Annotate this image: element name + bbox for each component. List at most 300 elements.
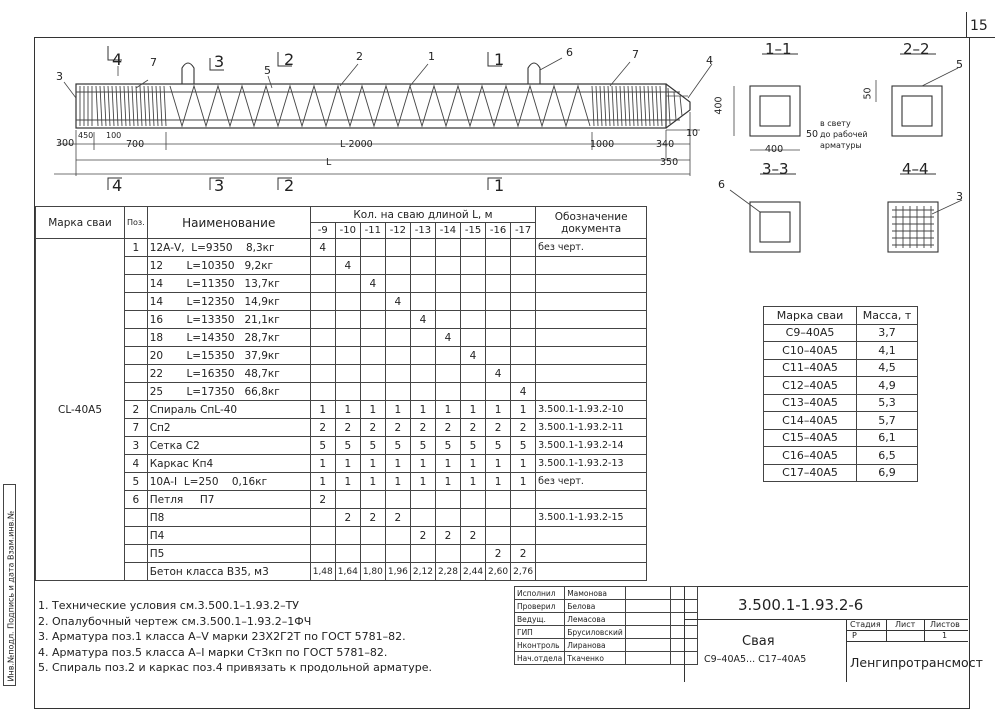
row-qty: 1 [511, 401, 536, 419]
row-qty: 4 [511, 383, 536, 401]
mass-value: 3,7 [857, 324, 918, 342]
mass-row [764, 377, 918, 395]
row-name: 12 L=10350 9,2кг [147, 257, 310, 275]
row-qty [486, 491, 511, 509]
dim-100: 100 [106, 131, 122, 140]
row-qty [360, 527, 385, 545]
row-qty: 1 [435, 455, 460, 473]
row-qty [310, 257, 335, 275]
row-pos [125, 347, 148, 365]
signature-person: Белова [565, 600, 626, 613]
section-cut-lines [108, 46, 505, 190]
row-qty: 2 [511, 545, 536, 563]
note-4: 4. Арматура поз.5 класса А–I марки Ст3кп по ГОСТ 5781–82. [38, 645, 388, 659]
row-doc [536, 545, 647, 563]
section-2-2-callout: 5 [956, 58, 963, 71]
row-pos: 6 [125, 491, 148, 509]
section-1-1-note-2: до рабочей [820, 130, 868, 139]
signature-row [515, 652, 698, 665]
row-qty [385, 329, 410, 347]
sheet-label: Лист [895, 620, 916, 629]
header-length-col: -16 [486, 223, 511, 239]
row-qty [486, 293, 511, 311]
row-qty: 1 [461, 455, 486, 473]
row-qty [461, 257, 486, 275]
row-qty [360, 383, 385, 401]
row-qty: 1,48 [310, 563, 335, 581]
spec-row [36, 455, 647, 473]
row-pos [125, 545, 148, 563]
row-qty: 4 [486, 365, 511, 383]
mass-row [764, 342, 918, 360]
section-4-4-mesh [892, 206, 934, 248]
row-pos [125, 293, 148, 311]
row-qty: 1 [335, 473, 360, 491]
header-doc: Обозначение документа [536, 207, 647, 239]
row-qty: 1,80 [360, 563, 385, 581]
spec-row [36, 365, 647, 383]
document-code: 3.500.1-1.93.2-6 [738, 596, 864, 614]
row-qty: 5 [385, 437, 410, 455]
row-qty [486, 257, 511, 275]
row-qty: 5 [410, 437, 435, 455]
section-mark-4-top: 4 [112, 50, 123, 69]
section-2-2-rebar [902, 96, 932, 126]
row-qty: 1 [360, 473, 385, 491]
row-qty [360, 239, 385, 257]
row-qty [461, 329, 486, 347]
callout-5: 5 [264, 64, 271, 77]
row-qty [461, 545, 486, 563]
row-qty [335, 527, 360, 545]
signature-row [515, 600, 698, 613]
mass-mark: С9–40А5 [764, 324, 857, 342]
callout-4: 4 [706, 54, 713, 67]
spec-row [36, 527, 647, 545]
row-qty [310, 383, 335, 401]
mass-row [764, 429, 918, 447]
stage-vline2 [924, 619, 925, 641]
signature-mark [625, 587, 670, 600]
mass-mark: С15–40А5 [764, 429, 857, 447]
header-length-col: -13 [410, 223, 435, 239]
header-length-col: -9 [310, 223, 335, 239]
row-qty [385, 239, 410, 257]
row-qty [385, 383, 410, 401]
row-pos [125, 311, 148, 329]
row-qty [385, 275, 410, 293]
section-mark-2-top: 2 [284, 50, 295, 69]
row-qty [435, 257, 460, 275]
note-3: 3. Арматура поз.1 класса А–V марки 23Х2Г2Т по ГОСТ 5781–82. [38, 630, 406, 643]
row-qty [335, 545, 360, 563]
row-doc [536, 563, 647, 581]
dim-300: 300 [56, 138, 75, 149]
row-qty: 1 [511, 455, 536, 473]
section-mark-1-top: 1 [494, 50, 505, 69]
callout-1: 1 [428, 50, 435, 63]
row-qty [310, 311, 335, 329]
row-qty: 2 [310, 491, 335, 509]
row-qty: 4 [335, 257, 360, 275]
section-mark-4-bottom: 4 [112, 176, 123, 195]
mass-row [764, 412, 918, 430]
row-doc [536, 257, 647, 275]
row-qty [511, 365, 536, 383]
section-1-1-dim-400-h: 400 [765, 144, 784, 155]
row-qty [360, 491, 385, 509]
row-qty [511, 527, 536, 545]
signature-role: Исполнил [515, 587, 565, 600]
row-qty [310, 545, 335, 563]
specification-table [35, 206, 647, 581]
row-qty: 2 [486, 419, 511, 437]
row-qty [410, 347, 435, 365]
signature-role: Нконтроль [515, 639, 565, 652]
row-pos [125, 257, 148, 275]
row-qty: 1 [360, 401, 385, 419]
signature-role: Проверил [515, 600, 565, 613]
row-qty [410, 383, 435, 401]
note-2: 2. Опалубочный чертеж см.3.500.1–1.93.2–1ФЧ [38, 614, 312, 628]
note-5: 5. Спираль поз.2 и каркас поз.4 привязать к продольной арматуре. [38, 661, 433, 674]
spec-row [36, 419, 647, 437]
row-qty [461, 365, 486, 383]
notes [38, 598, 432, 676]
row-qty: 1 [360, 455, 385, 473]
row-qty: 1 [310, 455, 335, 473]
signature-role: ГИП [515, 626, 565, 639]
signature-role: Нач.отдела [515, 652, 565, 665]
row-pos [125, 275, 148, 293]
spec-row [36, 509, 647, 527]
row-qty [385, 311, 410, 329]
row-qty [410, 329, 435, 347]
sheets-label: Листов [930, 620, 960, 629]
dim-L: L [326, 157, 332, 168]
row-doc: 3.500.1-1.93.2-13 [536, 455, 647, 473]
section-2-2-title: 2–2 [903, 40, 930, 58]
row-qty: 2,12 [410, 563, 435, 581]
row-qty: 5 [335, 437, 360, 455]
row-qty [310, 365, 335, 383]
row-qty: 1 [410, 401, 435, 419]
row-name: 16 L=13350 21,1кг [147, 311, 310, 329]
row-qty: 2 [461, 527, 486, 545]
row-pos: 5 [125, 473, 148, 491]
row-qty: 2 [360, 509, 385, 527]
stage-hline1 [846, 630, 968, 631]
header-length-col: -11 [360, 223, 385, 239]
dim-340: 340 [656, 139, 675, 150]
row-qty [385, 491, 410, 509]
row-doc [536, 347, 647, 365]
section-3-3-callout: 6 [718, 178, 725, 191]
header-length-col: -15 [461, 223, 486, 239]
signature-mark [625, 639, 670, 652]
mass-header-mass: Масса, т [857, 307, 918, 325]
section-2-2-dim-50: 50 [862, 87, 874, 100]
row-qty [461, 491, 486, 509]
row-doc: 3.500.1-1.93.2-15 [536, 509, 647, 527]
row-qty: 2 [310, 419, 335, 437]
spec-row [36, 473, 647, 491]
row-pos: 4 [125, 455, 148, 473]
callout-3: 3 [56, 70, 63, 83]
row-qty: 1 [461, 401, 486, 419]
row-qty: 1 [385, 473, 410, 491]
row-qty [435, 509, 460, 527]
row-qty [335, 275, 360, 293]
signature-mark [625, 652, 670, 665]
row-qty: 1 [511, 473, 536, 491]
row-qty [435, 311, 460, 329]
callout-7a: 7 [150, 56, 157, 69]
signature-person: Ткаченко [565, 652, 626, 665]
section-1-1-note-3: арматуры [820, 141, 862, 150]
pile-elevation-drawing [40, 40, 760, 200]
row-qty: 2 [410, 527, 435, 545]
row-name: Бетон класса В35, м3 [147, 563, 310, 581]
row-doc [536, 293, 647, 311]
dim-700: 700 [126, 139, 145, 150]
row-qty [310, 527, 335, 545]
row-qty [511, 329, 536, 347]
row-qty [310, 293, 335, 311]
row-name: Каркас Кп4 [147, 455, 310, 473]
section-1-1-dim-50: 50 [806, 129, 819, 140]
note-1: 1. Технические условия см.3.500.1–1.93.2–ТУ [38, 599, 300, 612]
section-mark-3-bottom: 3 [214, 176, 225, 195]
row-qty [461, 239, 486, 257]
row-pos: 7 [125, 419, 148, 437]
section-4-4-callout: 3 [956, 190, 963, 203]
row-pos [125, 329, 148, 347]
row-qty [511, 311, 536, 329]
section-views [700, 40, 970, 280]
row-doc [536, 365, 647, 383]
row-qty: 4 [410, 311, 435, 329]
row-qty: 4 [461, 347, 486, 365]
row-qty [310, 275, 335, 293]
mass-row [764, 447, 918, 465]
row-qty [435, 275, 460, 293]
row-qty [410, 545, 435, 563]
row-qty: 2 [335, 509, 360, 527]
section-1-1-outline [750, 86, 800, 136]
row-doc: 3.500.1-1.93.2-10 [536, 401, 647, 419]
dim-1000: 1000 [590, 139, 615, 150]
row-qty [310, 509, 335, 527]
row-qty: 2 [435, 419, 460, 437]
stage-hline2 [846, 641, 968, 642]
row-doc [536, 527, 647, 545]
row-qty: 1 [310, 473, 335, 491]
row-name: 14 L=11350 13,7кг [147, 275, 310, 293]
header-name: Наименование [147, 207, 310, 239]
row-qty [335, 239, 360, 257]
mass-value: 5,3 [857, 394, 918, 412]
row-qty [335, 347, 360, 365]
row-qty [360, 311, 385, 329]
row-pos [125, 527, 148, 545]
organization: Ленгипротрансмост [850, 655, 983, 670]
mass-value: 6,9 [857, 464, 918, 482]
row-qty [410, 257, 435, 275]
row-doc: 3.500.1-1.93.2-14 [536, 437, 647, 455]
section-3-3-title: 3–3 [762, 160, 789, 178]
stage-value: Р [852, 631, 857, 640]
spec-body [36, 239, 647, 581]
row-name: Спираль СпL-40 [147, 401, 310, 419]
dim-350: 350 [660, 157, 679, 168]
spec-row [36, 275, 647, 293]
title-block-divider [684, 586, 685, 682]
mass-row [764, 394, 918, 412]
row-qty [360, 347, 385, 365]
spec-row [36, 347, 647, 365]
row-qty [310, 329, 335, 347]
row-qty [435, 545, 460, 563]
spec-row [36, 239, 647, 257]
row-qty [435, 491, 460, 509]
row-qty: 4 [360, 275, 385, 293]
mass-mark: С16–40А5 [764, 447, 857, 465]
row-name: П4 [147, 527, 310, 545]
row-qty [335, 311, 360, 329]
row-qty: 2,28 [435, 563, 460, 581]
longitudinal-rebar [76, 92, 680, 120]
row-qty [410, 491, 435, 509]
row-qty [486, 509, 511, 527]
row-qty: 4 [310, 239, 335, 257]
row-pos [125, 383, 148, 401]
section-title-underlines [760, 54, 936, 174]
mass-value: 4,9 [857, 377, 918, 395]
row-qty [385, 347, 410, 365]
row-qty [360, 365, 385, 383]
dim-10: 10 [686, 128, 699, 139]
row-qty: 1 [486, 401, 511, 419]
row-qty [335, 293, 360, 311]
row-qty [385, 257, 410, 275]
row-qty: 4 [385, 293, 410, 311]
mass-header-mark: Марка сваи [764, 307, 857, 325]
signature-table [514, 586, 698, 665]
row-qty: 1 [310, 401, 335, 419]
row-qty [486, 239, 511, 257]
row-qty [486, 275, 511, 293]
mass-value: 4,1 [857, 342, 918, 360]
signature-mark [625, 600, 670, 613]
side-stamp-text: Инв.№подл. Подпись и дата Взам.инв.№ [6, 510, 16, 682]
row-qty: 1 [435, 401, 460, 419]
row-qty: 2,44 [461, 563, 486, 581]
row-qty [360, 329, 385, 347]
mass-value: 4,5 [857, 359, 918, 377]
signature-mark [625, 613, 670, 626]
signature-person: Мамонова [565, 587, 626, 600]
row-qty: 2,76 [511, 563, 536, 581]
row-pos [125, 509, 148, 527]
row-qty: 2,60 [486, 563, 511, 581]
row-qty: 4 [435, 329, 460, 347]
row-qty: 2 [385, 509, 410, 527]
row-qty [410, 509, 435, 527]
row-name: 22 L=16350 48,7кг [147, 365, 310, 383]
row-qty: 1 [410, 455, 435, 473]
row-qty: 2 [486, 545, 511, 563]
row-doc [536, 311, 647, 329]
header-mark: Марка сваи [36, 207, 125, 239]
row-qty [435, 293, 460, 311]
row-name: П8 [147, 509, 310, 527]
mass-value: 6,5 [857, 447, 918, 465]
row-qty [511, 347, 536, 365]
row-qty [486, 383, 511, 401]
row-name: 12А-V, L=9350 8,3кг [147, 239, 310, 257]
spec-row [36, 563, 647, 581]
row-qty [435, 347, 460, 365]
header-length-col: -14 [435, 223, 460, 239]
row-qty [360, 293, 385, 311]
row-qty: 1 [410, 473, 435, 491]
row-qty: 1,64 [335, 563, 360, 581]
row-qty [335, 365, 360, 383]
signature-mark [625, 626, 670, 639]
spec-row [36, 311, 647, 329]
section-1-1-note-1: в свету [820, 119, 851, 128]
row-qty [435, 239, 460, 257]
signature-person: Лемасова [565, 613, 626, 626]
mass-row [764, 464, 918, 482]
mass-mark: С17–40А5 [764, 464, 857, 482]
row-name: 10А-I L=250 0,16кг [147, 473, 310, 491]
spec-row [36, 401, 647, 419]
sheet-number: 15 [970, 18, 988, 34]
stage-label: Стадия [850, 620, 881, 629]
row-pos [125, 365, 148, 383]
section-2-2-outline [892, 86, 942, 136]
signature-row [515, 626, 698, 639]
section-3-3-outline [750, 202, 800, 252]
row-name: П5 [147, 545, 310, 563]
row-qty [410, 293, 435, 311]
row-qty: 5 [486, 437, 511, 455]
row-doc [536, 491, 647, 509]
mass-mark: С13–40А5 [764, 394, 857, 412]
header-length-col: -17 [511, 223, 536, 239]
row-qty: 1 [385, 401, 410, 419]
row-qty: 2 [385, 419, 410, 437]
row-qty: 1 [486, 455, 511, 473]
row-pos: 1 [125, 239, 148, 257]
lifting-loops [182, 63, 540, 84]
signature-role: Ведущ. [515, 613, 565, 626]
row-qty: 5 [461, 437, 486, 455]
dimension-lines [54, 96, 700, 176]
row-doc [536, 275, 647, 293]
row-name: Сп2 [147, 419, 310, 437]
row-doc: без черт. [536, 239, 647, 257]
row-qty [385, 545, 410, 563]
mass-body [764, 324, 918, 482]
mass-row [764, 324, 918, 342]
row-doc: 3.500.1-1.93.2-11 [536, 419, 647, 437]
row-qty: 1 [435, 473, 460, 491]
signature-person: Брусиловский [565, 626, 626, 639]
mass-row [764, 359, 918, 377]
